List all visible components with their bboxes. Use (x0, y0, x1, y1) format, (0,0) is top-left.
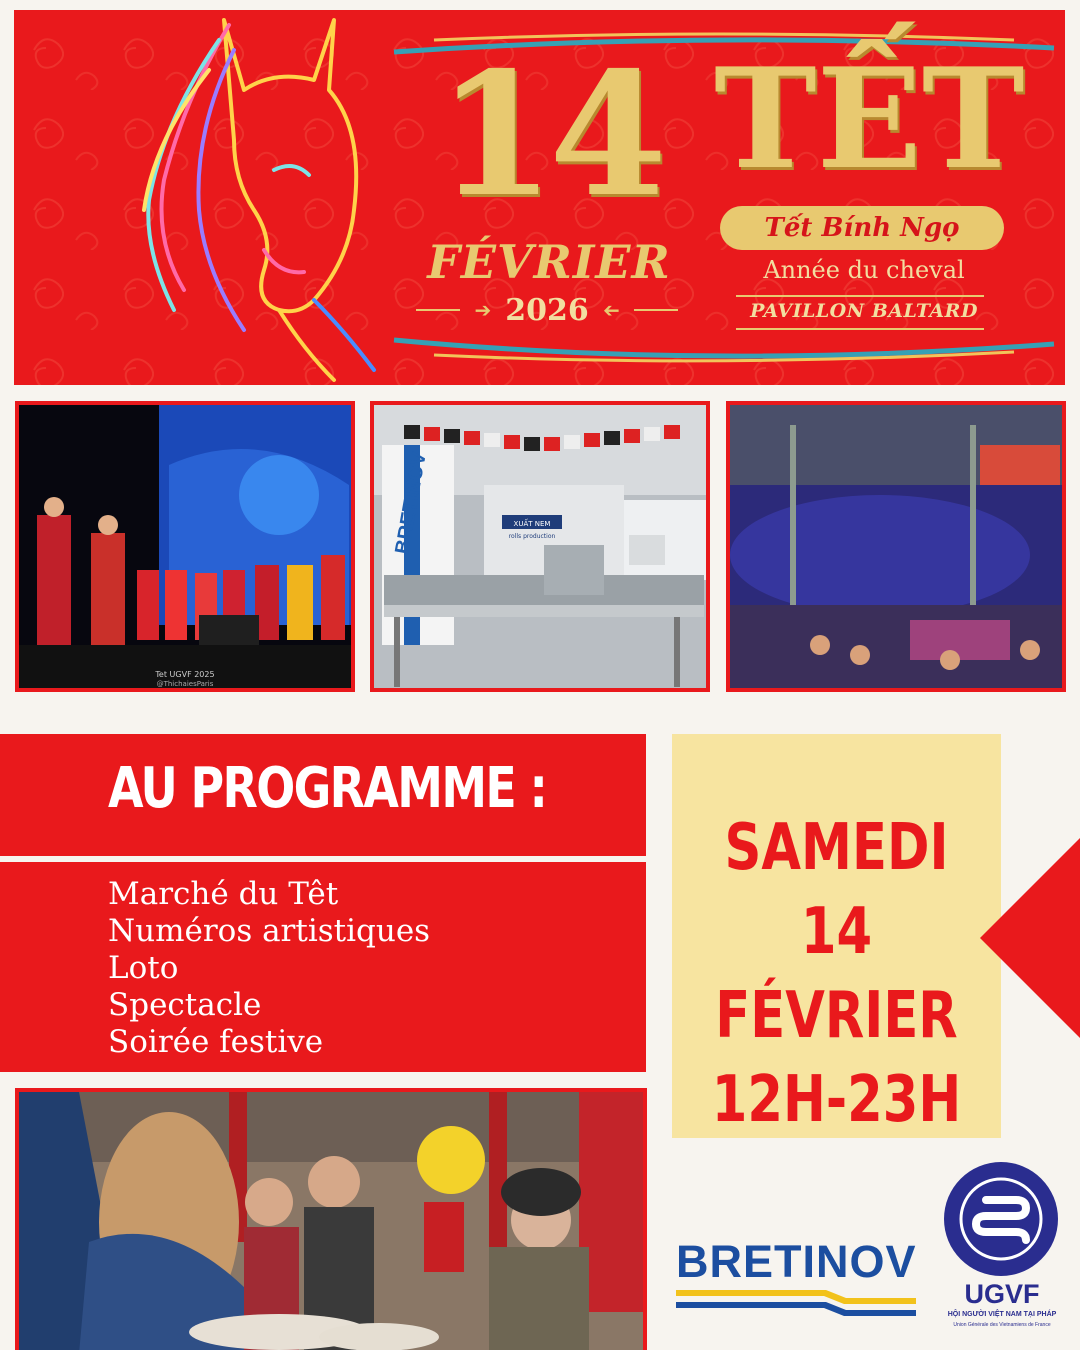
stage-performance-image (19, 405, 351, 688)
date-year-row (416, 292, 678, 328)
ugvf-logo-text: UGVF (964, 1279, 1040, 1309)
photo-market-stall (15, 1088, 647, 1350)
event-venue: PAVILLON BALTARD (750, 300, 978, 322)
programme-item: Numéros artistiques (108, 913, 431, 949)
event-tagline: Année du cheval (763, 256, 965, 284)
horse-head-illustration (104, 10, 384, 385)
market-stall-image (19, 1092, 643, 1350)
venue-divider-top (736, 295, 984, 297)
programme-item: Loto (108, 950, 179, 986)
ugvf-logo-vn-text: HỘI NGƯỜI VIỆT NAM TẠI PHÁP (947, 1311, 1057, 1318)
arrow-right-icon: ➔ (474, 298, 492, 322)
stage-photo-caption: Tet UGVF 2025 (155, 670, 215, 679)
date-year: 2026 (505, 292, 589, 328)
date-month: FÉVRIER (427, 235, 671, 289)
ugvf-logo-fr-text: Union Générale des Vietnamiens de France (953, 1322, 1051, 1328)
programme-title: AU PROGRAMME : (108, 756, 547, 821)
photo-stage-performance (15, 401, 355, 692)
programme-item: Soirée festive (108, 1024, 324, 1060)
event-title: TẾT (714, 37, 1025, 200)
programme-item: Marché du Têt (108, 876, 339, 912)
header-banner (14, 10, 1065, 385)
hall-crowd-image (730, 405, 1062, 688)
venue-divider-bottom (736, 328, 984, 330)
photo-hall-crowd (726, 401, 1066, 692)
date-hours: 12H-23H (711, 1063, 962, 1137)
arrow-left-icon: ➔ (602, 298, 620, 322)
date-day-month: 14 FÉVRIER (715, 895, 958, 1053)
stage-photo-caption-handle: @ThichaiesParis (156, 680, 214, 688)
programme-list (108, 876, 430, 1061)
machine-sign-text: XUẤT NEM (513, 520, 551, 528)
bretinov-logo-text: BRETINOV (676, 1236, 917, 1287)
date-weekday: SAMEDI (724, 811, 949, 885)
bretinov-logo (676, 1236, 916, 1316)
year-divider-left (416, 309, 460, 311)
date-details (705, 806, 968, 1142)
machine-stand-image (374, 405, 706, 688)
red-arrow-pointer (980, 838, 1080, 1038)
photo-bretinov-machine (370, 401, 710, 692)
bretinov-logo-stripes (676, 1288, 916, 1316)
ugvf-logo (940, 1160, 1066, 1340)
date-day-number: 14 (436, 35, 662, 235)
machine-banner-brand: BRETINOV (391, 450, 431, 556)
programme-item: Spectacle (108, 987, 262, 1023)
ugvf-logo-mark (940, 1160, 1066, 1340)
machine-sign-subtext: rolls production (508, 533, 556, 540)
event-subtitle-pill: Tết Bính Ngọ (720, 206, 1004, 250)
year-divider-right (634, 309, 678, 311)
